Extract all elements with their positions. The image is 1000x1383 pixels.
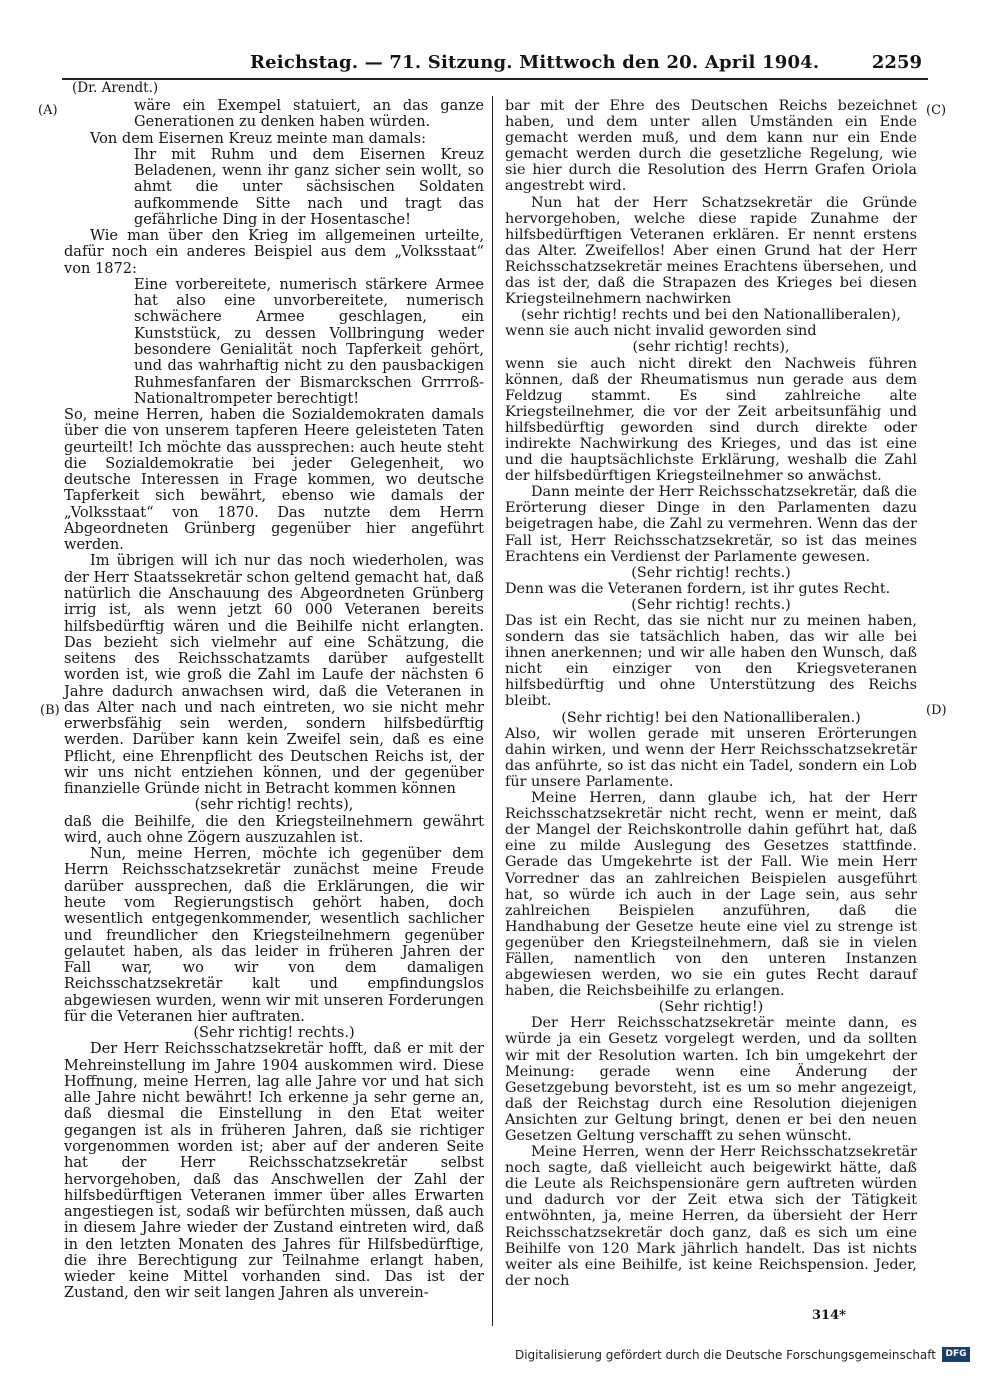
margin-marker-c: (C) bbox=[926, 103, 947, 118]
quotation: wäre ein Exempel statuiert, an das ganze Generationen zu denken haben würden. bbox=[134, 97, 484, 131]
quotation: Eine vorbereitete, numerisch stärkere Armee hat also eine unvorbereitete, numerisch schwächere Armee geschlagen, ein Kunststück, zu dessen Vollbringung weder besondere Genialität noch Tapferkeit gehört, und das wahrhaftig nicht zu den pausbackigen Ruhmesfanfaren der Bismarckschen Grrrroß-Nationaltrompeter berechtigt! bbox=[134, 275, 484, 407]
footer bbox=[515, 1347, 970, 1362]
speaker-label: (Dr. Arendt.) bbox=[72, 80, 159, 96]
header-rule bbox=[62, 78, 928, 80]
paragraph: Wie man über den Krieg im allgemeinen urteilte, dafür noch ein anderes Beispiel aus dem „Volksstaat“ von 1872: bbox=[64, 227, 484, 277]
interjection: (sehr richtig! rechts), bbox=[632, 339, 790, 356]
interjection: (sehr richtig! rechts), bbox=[194, 796, 354, 814]
running-header-title: Reichstag. — 71. Sitzung. Mittwoch den 20. April 1904. bbox=[250, 52, 820, 73]
quotation: Ihr mit Ruhm und dem Eisernen Kreuz Beladenen, wenn ihr ganz sicher sein wollt, so ahmt die unter sächsischen Soldaten aufkommende Sitte nach und tragt das gefährliche Ding in der Hosentasche! bbox=[134, 145, 484, 228]
margin-marker-d: (D) bbox=[926, 703, 947, 718]
interjection: (Sehr richtig! bei den Nationalliberalen.) bbox=[561, 709, 861, 726]
margin-marker-a: (A) bbox=[38, 103, 58, 118]
paragraph: Im übrigen will ich nur das noch wiederholen, was der Herr Staatssekretär schon geltend gemacht hat, daß natürlich die Anschauung des Abgeordneten Grünberg irrig ist, als wenn jetzt 60 000 Veteranen bereits hilfsbedürftig wären und die Beihilfe nicht erlangten. Das bezieht sich vielmehr auf eine Schätzung, die seitens des Reichsschatzamts darüber aufgestellt worden ist, wie groß die Zahl im Laufe der nächsten 6 Jahre dadurch anwachsen wird, daß die Veteranen in das Alter nach und nach eintreten, wo sie nicht mehr erwerbsfähig sein werden, sondern hilfsbedürftig werden. Darüber kann kein Zweifel sein, daß es eine Pflicht, eine Ehrenpflicht des Deutschen Reichs ist, der wir uns nicht entziehen können, und der gegenüber finanzielle Gründe nicht in Betracht kommen können bbox=[64, 552, 484, 798]
paragraph: Der Herr Reichsschatzsekretär hofft, daß er mit der Mehreinstellung im Jahre 1904 auskommen wird. Diese Hoffnung, meine Herren, lag alle Jahre vor und hat sich alle Jahre nicht bewährt! Ich erkenne ja sehr gerne an, daß diesmal die Einstellung in den Etat weiter gegangen ist als in früheren Jahren, daß sie richtiger vorgenommen worden ist; aber auf der anderen Seite hat der Herr Reichsschatzsekretär selbst hervorgehoben, daß das Anschwellen der Zahl der hilfsbedürftigen Veteranen immer über alles Erwarten angestiegen ist, sodaß wir befürchten müssen, daß auch in diesem Jahre wieder der Zustand eintreten wird, daß in den letzten Monaten des Jahres für Hilfsbedürftige, die ihre Berechtigung zur Teilnahme erlangt haben, wieder keine Mittel vorhanden sind. Das ist der Zustand, den wir seit langen Jahren als unverein- bbox=[64, 1040, 484, 1302]
column-divider bbox=[492, 96, 493, 1326]
paragraph: Von dem Eisernen Kreuz meinte man damals: bbox=[90, 129, 427, 147]
paragraph: bar mit der Ehre des Deutschen Reichs bezeichnet haben, und dem unter allen Umständen ein Ende gemacht werden muß, und dem kann nur ein Ende gemacht werden durch die gesetzliche Regelung, wie sie hier durch die Resolution des Herrn Grafen Oriola angestrebt wird. bbox=[505, 98, 917, 195]
interjection: (Sehr richtig!) bbox=[658, 999, 764, 1016]
paragraph: Das ist ein Recht, das sie nicht nur zu meinen haben, sondern das sie tatsächlich haben, das wir alle bei ihnen anerkennen; und wir alle haben den Wunsch, daß nicht ein einziger von den Kriegsveteranen hilfsbedürftig und ohne Unterstützung des Reichs bleibt. bbox=[505, 613, 917, 710]
paragraph: Der Herr Reichsschatzsekretär meinte dann, es würde ja ein Gesetz vorgelegt werden, und da sollten wir mit der Resolution warten. Ich bin umgekehrt der Meinung: gerade wenn eine Änderung der Gesetzgebung bevorsteht, ist es um so mehr angezeigt, daß der Reichstag durch eine Resolution diejenigen Ansichten zur Geltung bringt, denen er bei den neuen Gesetzen Geltung verschafft zu sehen wünscht. bbox=[505, 1015, 917, 1144]
paragraph: Also, wir wollen gerade mit unseren Erörterungen dahin wirken, und wenn der Herr Reichsschatzsekretär das anführte, so ist das nicht ein Tadel, sondern ein Lob für unsere Parlamente. bbox=[505, 725, 917, 790]
paragraph: Dann meinte der Herr Reichsschatzsekretär, daß die Erörterung dieser Dinge in den Parlamenten dazu beigetragen habe, die Zahl zu vermehren. Wenn das der Fall ist, Herr Reichsschatzsekretär, so ist das meines Erachtens ein Verdienst der Parlamente gewesen. bbox=[505, 484, 917, 565]
margin-marker-b: (B) bbox=[40, 703, 60, 718]
dfg-logo: DFG bbox=[942, 1347, 970, 1362]
interjection: (sehr richtig! rechts und bei den Nationalliberalen), bbox=[521, 307, 901, 324]
paragraph: daß die Beihilfe, die den Kriegsteilnehmern gewährt wird, auch ohne Zögern auszuzahlen ist. bbox=[64, 812, 484, 846]
interjection: (Sehr richtig! rechts.) bbox=[193, 1024, 355, 1042]
paragraph: wenn sie auch nicht direkt den Nachweis führen können, daß der Rheumatismus nun gerade aus dem Feldzug stammt. Es sind zahlreiche alte Kriegsteilnehmer, die vor der Zeit arbeitsunfähig und hilfsbedürftig geworden sind durch direkte oder indirekte Nachwirkung des Krieges, und das ist eine und die hauptsächlichste Erklärung, weshalb die Zahl der hilfsbedürftigen Kriegsteilnehmer so anwächst. bbox=[505, 355, 917, 485]
paragraph: wenn sie auch nicht invalid geworden sind bbox=[505, 323, 817, 340]
interjection: (Sehr richtig! rechts.) bbox=[631, 596, 791, 613]
printer-signature: 314* bbox=[812, 1308, 846, 1323]
footer-text: Digitalisierung gefördert durch die Deutsche Forschungsgemeinschaft bbox=[514, 1347, 936, 1362]
paragraph: Nun hat der Herr Schatzsekretär die Gründe hervorgehoben, welche diese rapide Zunahme der hilfsbedürftigen Veteranen erklären. Er nennt erstens das Alter. Zweifellos! Aber einen Grund hat der Herr Reichsschatzsekretär meines Erachtens übersehen, und das ist der, daß die Strapazen des Krieges bei diesen Kriegsteilnehmern nachwirken bbox=[505, 194, 917, 308]
paragraph: So, meine Herren, haben die Sozialdemokraten damals über die von unserem tapferen Heere geleisteten Taten geurteilt! Ich möchte das aussprechen: auch heute steht die Sozialdemokratie bei jeder Gelegenheit, wo deutsche Interessen in Frage kommen, wo deutsche Tapferkeit sich bewährt, ebenso wie damals der „Volksstaat“ von 1870. Das nutzte dem Herrn Abgeordneten Grünberg gegenüber hier angeführt werden. bbox=[64, 406, 484, 554]
interjection: (Sehr richtig! rechts.) bbox=[631, 564, 791, 581]
paragraph: Denn was die Veteranen fordern, ist ihr gutes Recht. bbox=[505, 580, 891, 597]
paragraph: Nun, meine Herren, möchte ich gegenüber dem Herrn Reichsschatzsekretär zunächst meine Freude darüber aussprechen, daß die Erklärungen, die wir heute vom Regierungstisch gehört haben, doch wesentlich entgegenkommender, wesentlich sachlicher und freundlicher den Kriegsteilnehmern gegenüber gelautet haben, als das leider in früheren Jahren der Fall war, wo wir von dem damaligen Reichsschatzsekretär kalt und empfindungslos abgewiesen wurden, wenn wir mit unseren Forderungen für die Veteranen hier auftraten. bbox=[64, 845, 484, 1025]
paragraph: Meine Herren, dann glaube ich, hat der Herr Reichsschatzsekretär nicht recht, wenn er meint, daß der Mangel der Reichskontrolle dahin geführt hat, daß eine zu milde Auslegung des Gesetzes stattfinde. Gerade das Umgekehrte ist der Fall. Wie mein Herr Vorredner das an zahlreichen Beispielen ausgeführt hat, so würde ich auch in der Lage sein, aus sehr zahlreichen Beispielen anzuführen, daß die Handhabung der Gesetze heute eine viel zu strenge ist gegenüber den Kriegsteilnehmern, daß sie in vielen Fällen, namentlich von den unteren Instanzen abgewiesen werden, wo sie ein gutes Recht darauf haben, die Reichsbeihilfe zu erlangen. bbox=[505, 790, 917, 1000]
page-number: 2259 bbox=[871, 52, 922, 73]
right-column bbox=[505, 98, 917, 1289]
paragraph: Meine Herren, wenn der Herr Reichsschatzsekretär noch sagte, daß vielleicht auch beigewirkt hätte, daß die Leute als Reichspensionäre gern auftreten würden und dadurch vor der Zeit etwa sich der Tätigkeit entwöhnten, ja, meine Herren, da übersieht der Herr Reichsschatzsekretär doch ganz, daß es sich um eine Beihilfe von 120 Mark jährlich handelt. Das ist nichts weiter als eine Beihilfe, ist keine Reichspension. Jeder, der noch bbox=[505, 1144, 917, 1289]
left-column bbox=[64, 98, 484, 1302]
